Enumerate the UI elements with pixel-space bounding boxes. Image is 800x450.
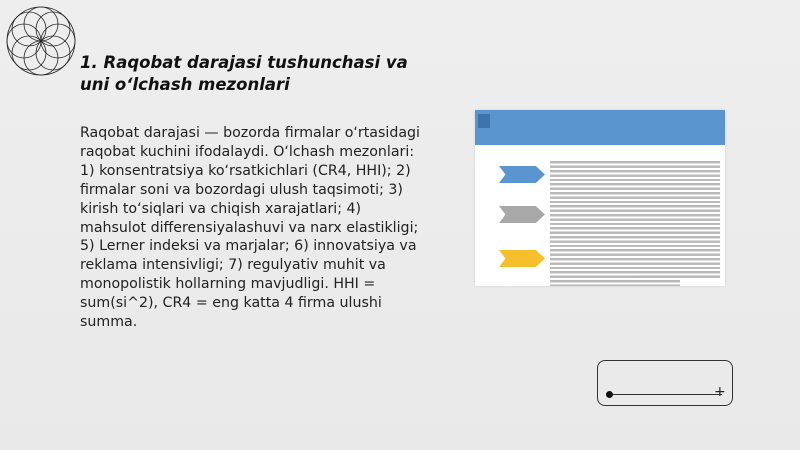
embedded-diagram-image: [475, 110, 725, 286]
slide-body-text: Raqobat darajasi — bozorda firmalar o‘rtasidagi raqobat kuchini ifodalaydi. O‘lchash mezonlari: 1) konsentratsiya ko‘rsatkichlari (CR4, HHI); 2) firmalar soni va bozordagi ulush taqsimoti; 3) kirish to‘siqlari va chiqish xarajatlari; 4) mahsulot differensiyalashuvi va narx elastikligi; 5) Lerner indeksi va marjalar; 6) innovatsiya va reklama intensivligi; 7) regulyativ muhit va monopolistik hollarning mavjudligi. HHI = sum(si^2), CR4 = eng katta 4 firma ulushi summa.: [80, 125, 420, 331]
diagram-header-bar: [475, 110, 725, 145]
slide-title: 1. Raqobat darajasi tushunchasi va uni o‘lchash mezonlari: [80, 53, 408, 94]
diagram-text-lines: [550, 160, 720, 286]
slider-widget[interactable]: [597, 360, 733, 406]
dot-icon[interactable]: [606, 391, 613, 398]
chevron-gray-icon: [499, 206, 545, 223]
slider-track: [610, 394, 722, 395]
rosette-logo-icon: [4, 4, 78, 78]
header-marker-icon: [478, 114, 490, 128]
chevron-blue-icon: [499, 166, 545, 183]
plus-icon[interactable]: +: [714, 384, 726, 400]
chevron-yellow-icon: [499, 250, 545, 267]
